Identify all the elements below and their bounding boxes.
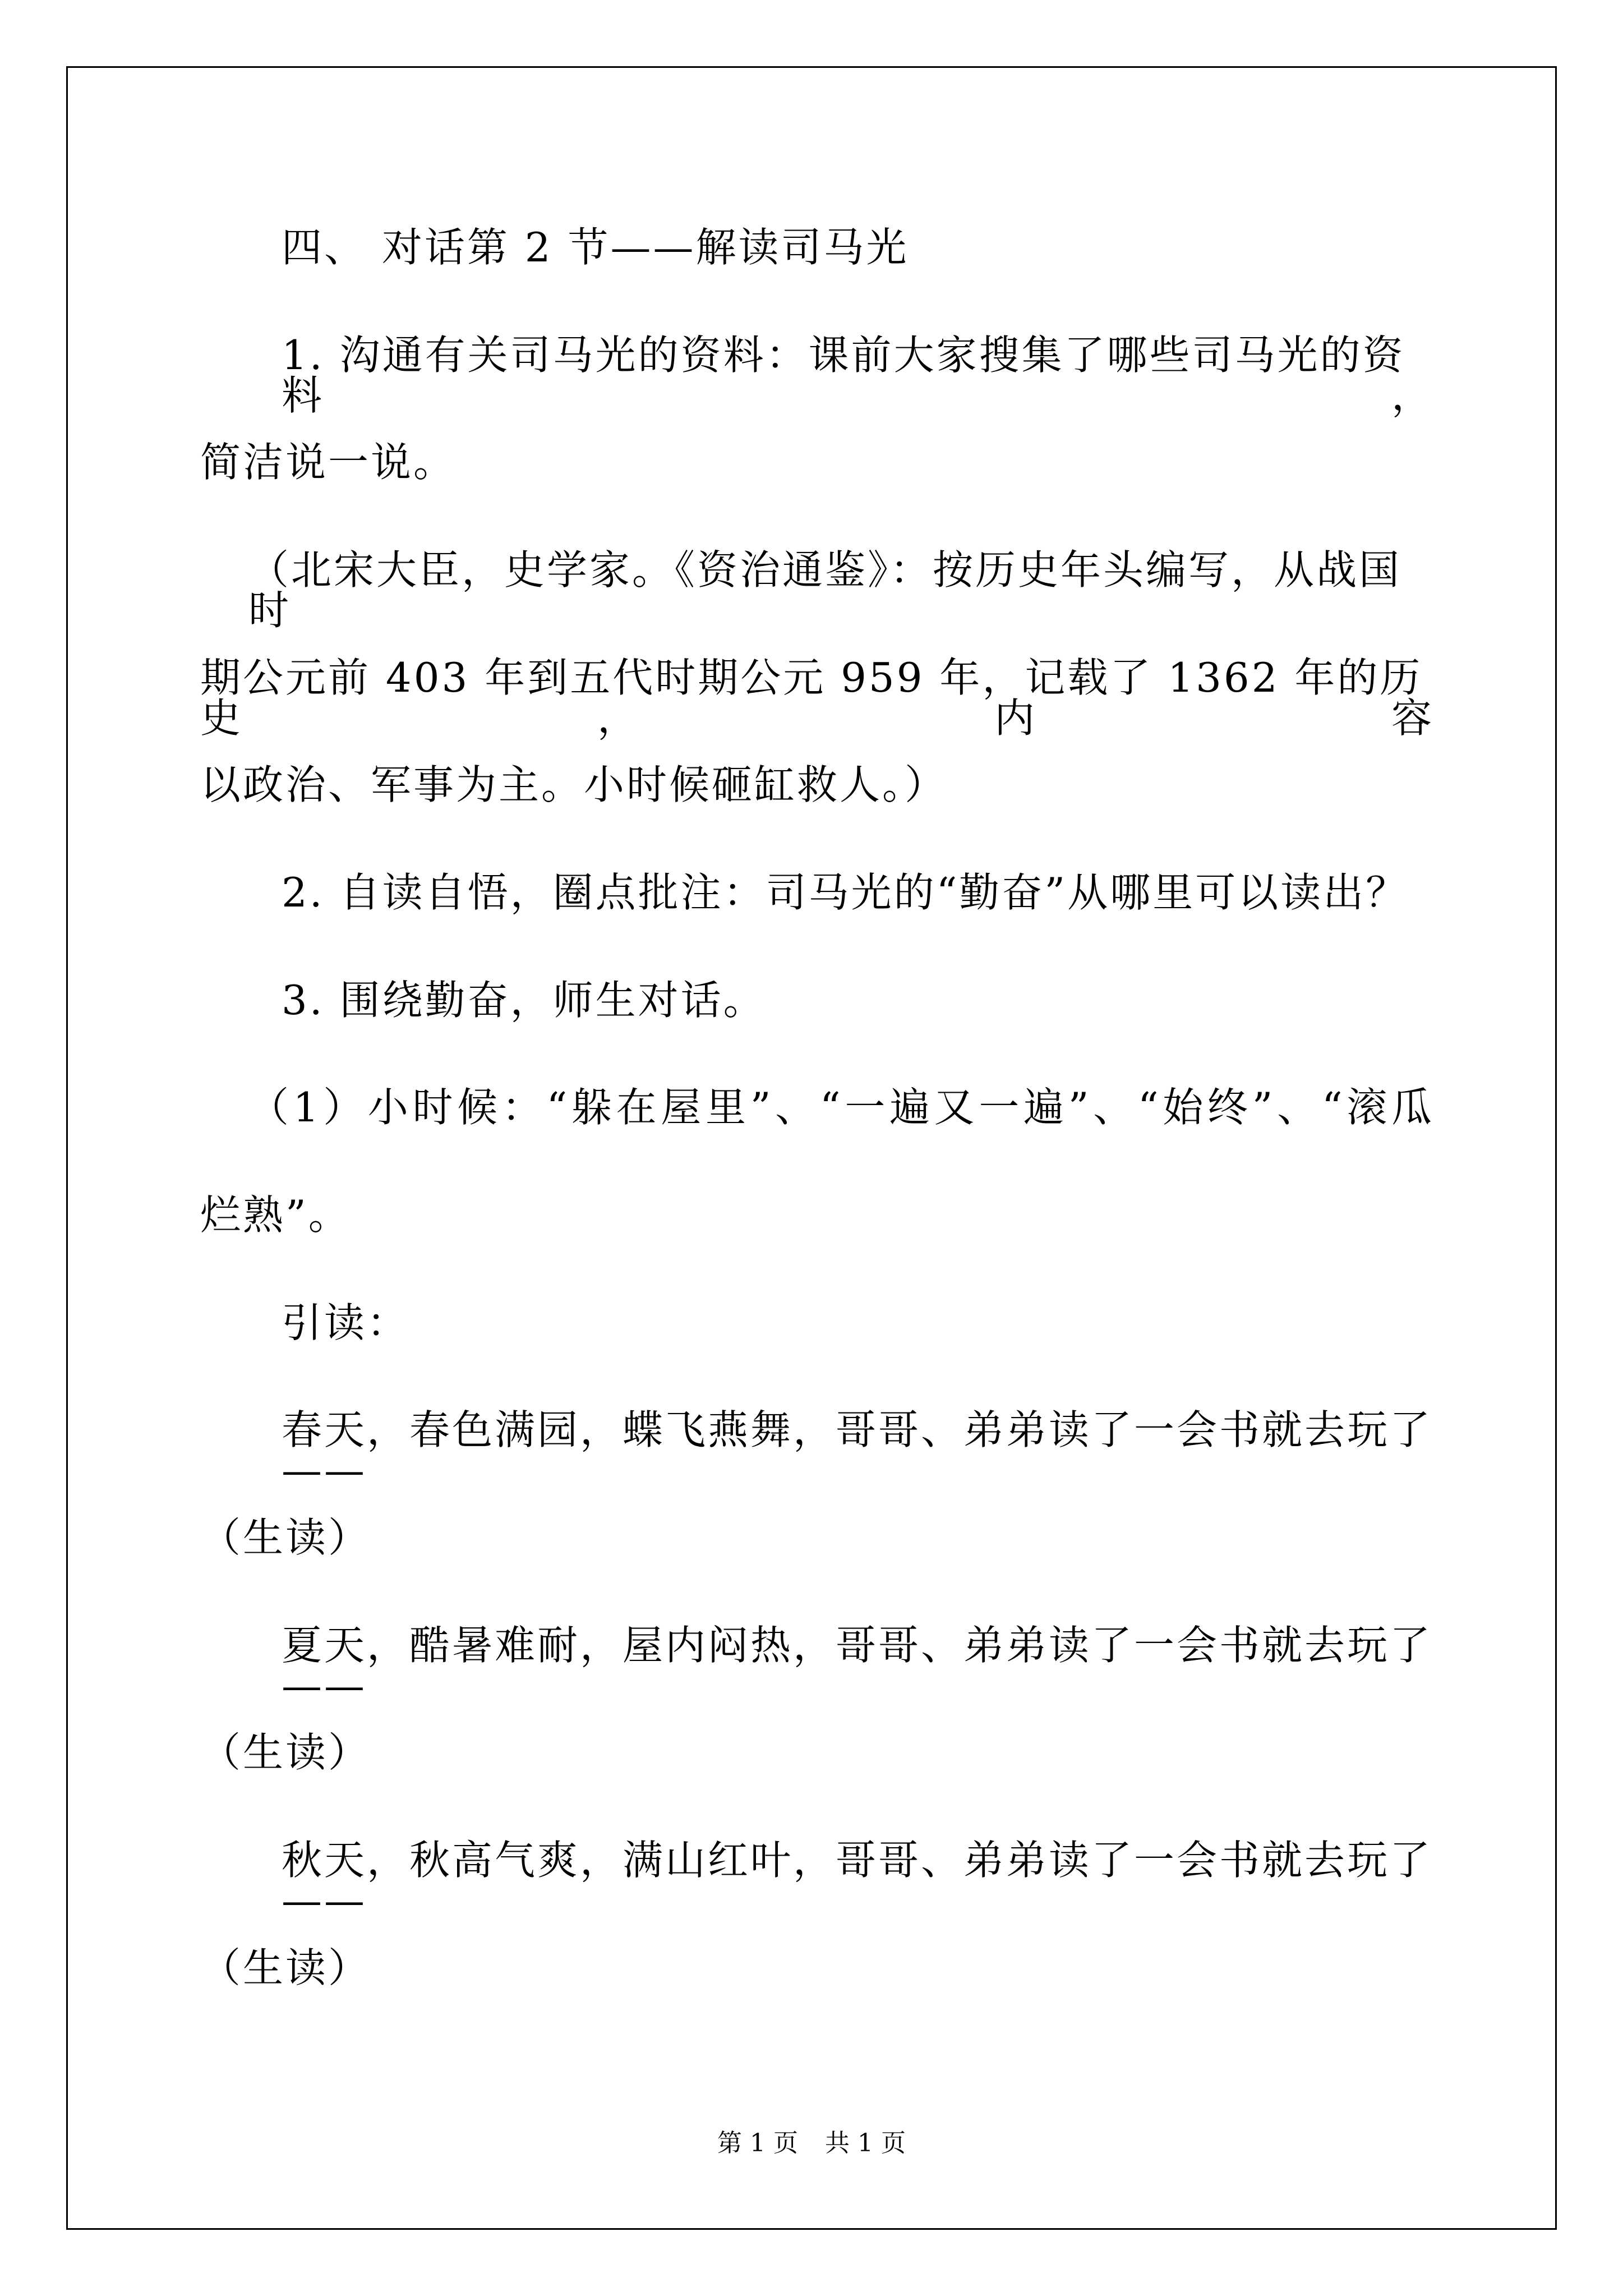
paragraph-line: 期公元前 403 年到五代时期公元 959 年，记载了 1362 年的历史，内容 [200,654,1434,742]
paragraph-line: （生读） [200,1514,371,1561]
paragraph-line: 引读： [282,1299,410,1346]
paragraph-line: （生读） [200,1729,371,1776]
paragraph-line: 春天，春色满园，蝶飞燕舞，哥哥、弟弟读了一会书就去玩了—— [282,1406,1433,1494]
section-heading: 四、 对话第 2 节——解读司马光 [282,224,909,271]
paragraph-line: （生读） [200,1944,371,1991]
paragraph-line: 以政治、军事为主。小时候砸缸救人。） [200,761,948,808]
paragraph-line: 简洁说一说。 [200,439,457,486]
paragraph-line: （1）小时候：“躲在屋里”、“一遍又一遍”、“始终”、“滚瓜 [248,1084,1434,1131]
paragraph-line: （北宋大臣，史学家。《资治通鉴》：按历史年头编写，从战国时 [248,546,1402,634]
paragraph-line: 夏天，酷暑难耐，屋内闷热，哥哥、弟弟读了一会书就去玩了—— [282,1622,1433,1709]
paragraph-line: 3. 围绕勤奋，师生对话。 [282,977,766,1024]
page-footer [0,2130,1623,2157]
page-total: 共 1 页 [825,2129,906,2157]
page-number: 第 1 页 [717,2129,798,2157]
paragraph-line: 秋天，秋高气爽，满山红叶，哥哥、弟弟读了一会书就去玩了—— [282,1837,1433,1924]
paragraph-line: 1. 沟通有关司马光的资料：课前大家搜集了哪些司马光的资料， [282,332,1434,419]
paragraph-line: 2. 自读自悟，圈点批注：司马光的“勤奋”从哪里可以读出？ [282,869,1409,916]
paragraph-line: 烂熟”。 [200,1191,351,1239]
